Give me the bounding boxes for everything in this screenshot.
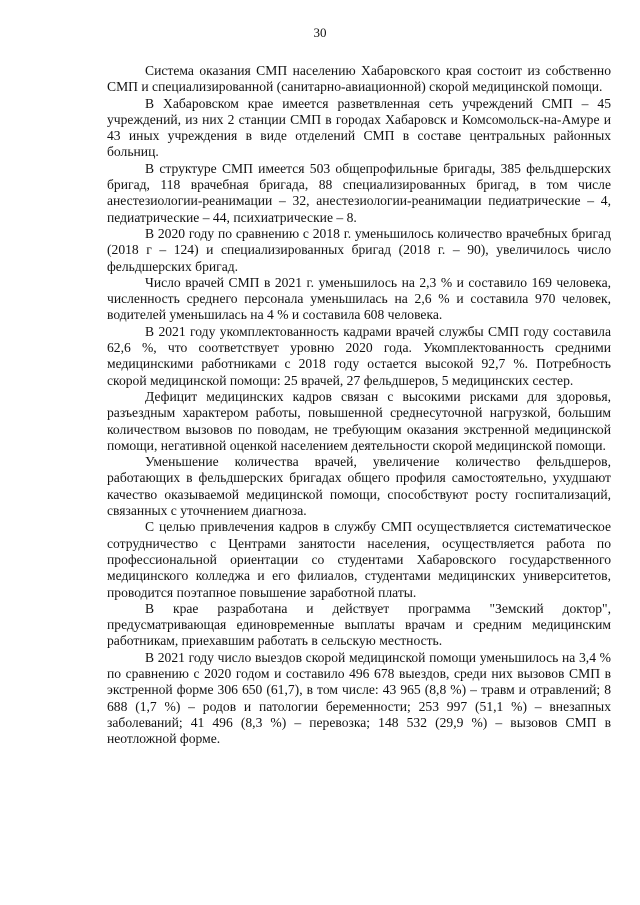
document-body [107,63,611,747]
paragraph-11: В 2021 году число выездов скорой медицинской помощи уменьшилось на 3,4 % по сравнению с 2020 годом и составило 496 678 выездов, среди них вызовов СМП в экстренной форме 306 650 (61,7), в том числе: 43 965 (8,8 %) – травм и отравлений; 8 688 (1,7 %) – родов и патологии беременности; 253 997 (51,1 %) – внезапных заболеваний; 41 496 (8,3 %) – перевозка; 148 532 (29,9 %) – вызовов СМП в неотложной форме. [107,649,611,747]
paragraph-7: Дефицит медицинских кадров связан с высокими рисками для здоровья, разъездным характером работы, повышенной среднесуточной нагрузкой, большим количеством вызовов по поводам, не требующим оказания экстренной медицинской помощи, негативной оценкой населением деятельности скорой медицинской помощи. [107,388,611,453]
paragraph-8: Уменьшение количества врачей, увеличение количество фельдшеров, работающих в фельдшерских бригадах общего профиля самостоятельно, ухудшают качество оказываемой медицинской помощи, способствуют росту госпитализаций, связанных с уточнением диагноза. [107,454,611,519]
paragraph-10: В крае разработана и действует программа "Земский доктор", предусматривающая единовременные выплаты врачам и средним медицинским работникам, приехавшим работать в сельскую местность. [107,600,611,649]
page-number: 30 [313,25,327,40]
paragraph-1: Система оказания СМП населению Хабаровского края состоит из собственно СМП и специализированной (санитарно-авиационной) скорой медицинской помощи. [107,63,611,95]
paragraph-3: В структуре СМП имеется 503 общепрофильные бригады, 385 фельдшерских бригад, 118 врачебная бригада, 88 специализированных бригад, в том числе анестезиологии-реанимации – 32, анестезиологии-реанимации педиатрические – 4, педиатрические – 44, психиатрические – 8. [107,160,611,225]
paragraph-6: В 2021 году укомплектованность кадрами врачей службы СМП году составила 62,6 %, что соответствует уровню 2020 года. Укомплектованность средними медицинскими работниками с 2018 году остается высокой 92,7 %. Потребность скорой медицинской помощи: 25 врачей, 27 фельдшеров, 5 медицинских сестер. [107,323,611,388]
paragraph-9: С целью привлечения кадров в службу СМП осуществляется систематическое сотрудничество с Центрами занятости населения, осуществляется работа по профессиональной ориентации со студентами Хабаровского государственного медицинского колледжа и его филиалов, студентами медицинских университетов, проводится поэтапное повышение заработной платы. [107,519,611,600]
paragraph-5: Число врачей СМП в 2021 г. уменьшилось на 2,3 % и составило 169 человека, численность среднего персонала уменьшилась на 2,6 % и составила 970 человек, водителей уменьшилась на 4 % и составила 608 человека. [107,274,611,323]
paragraph-4: В 2020 году по сравнению с 2018 г. уменьшилось количество врачебных бригад (2018 г – 124) и специализированных бригад (2018 г. – 90), увеличилось число фельдшерских бригад. [107,225,611,274]
paragraph-2: В Хабаровском крае имеется разветвленная сеть учреждений СМП – 45 учреждений, из них 2 станции СМП в городах Хабаровск и Комсомольск-на-Амуре и 43 иных учреждения в виде отделений СМП в составе центральных районных больниц. [107,95,611,160]
